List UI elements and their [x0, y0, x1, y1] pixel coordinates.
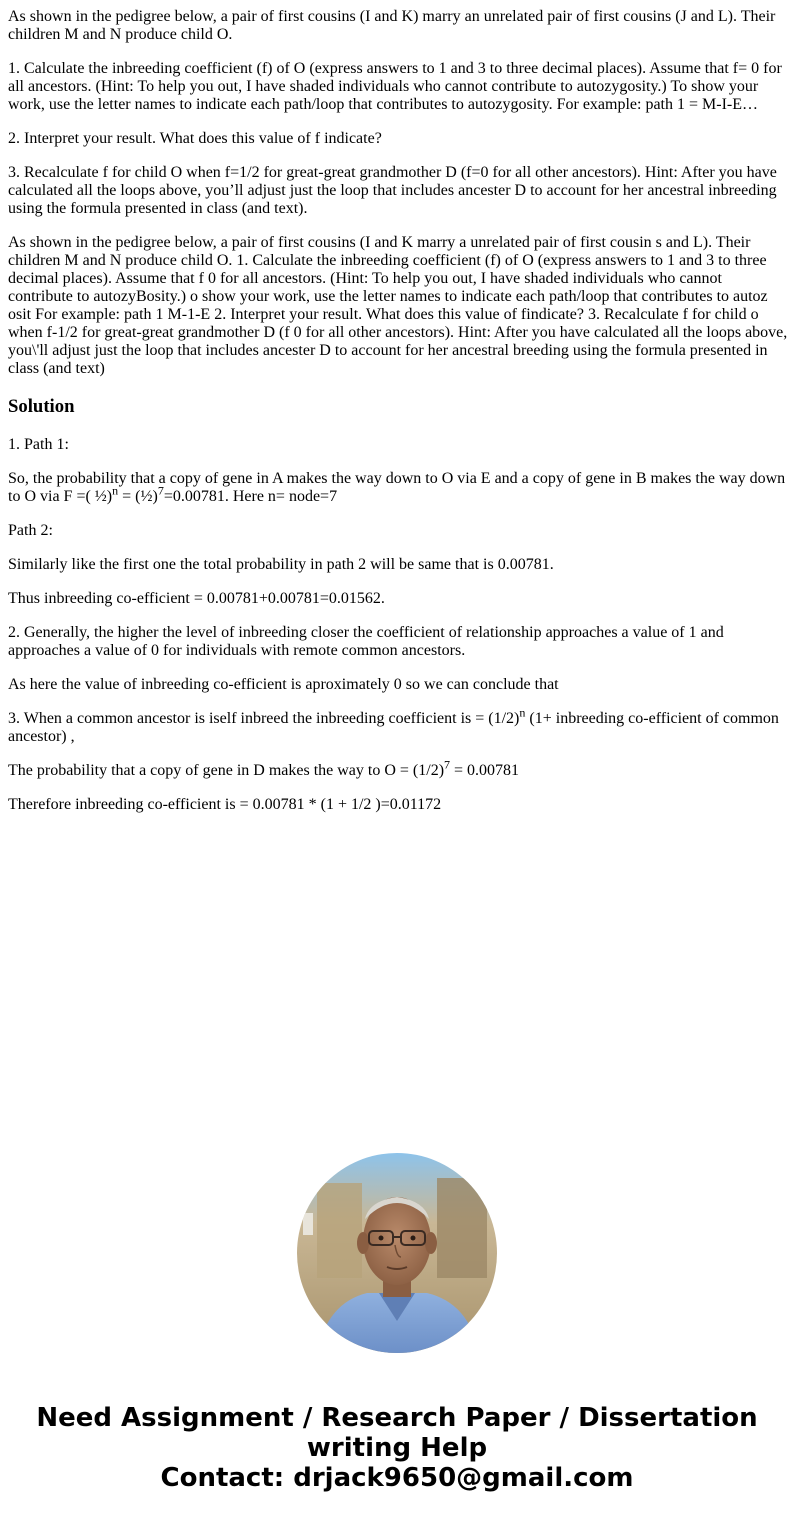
question-3: 3. Recalculate f for child O when f=1/2 for great-great grandmother D (f=0 for all other ancestors). Hint: After you have calculated all the loops above, you’ll adjust just the loop that includes ancester D to account for her ancestral inbreeding using the formula presented in class (and text). — [8, 164, 777, 217]
solution-final: Therefore inbreeding co-efficient is = 0.00781 * (1 + 1/2 )=0.01172 — [8, 796, 442, 813]
q3-sup-n: n — [519, 705, 526, 720]
document-content — [8, 8, 788, 830]
solution-path1-label: 1. Path 1: — [8, 436, 69, 453]
solution-path1-text — [8, 470, 788, 506]
footer-call-to-action — [0, 1403, 794, 1493]
question-intro: As shown in the pedigree below, a pair of first cousins (I and K) marry an unrelated pair of first cousins (J and L). Their children M and N produce child O. — [8, 8, 776, 43]
avatar-portrait-image — [297, 1153, 497, 1353]
q3-text-b: (1+ inbreeding co-efficient of common ancestor) , — [8, 710, 779, 745]
question-1: 1. Calculate the inbreeding coefficient (f) of O (express answers to 1 and 3 to three decimal places). Assume that f= 0 for all ancestors. (Hint: To help you out, I have shaded individuals who cannot contribute to autozygosity.) To show your work, use the letter names to indicate each path/loop that contributes to autozygosity. For example: path 1 = M-I-E… — [8, 60, 782, 113]
prob-text-a: The probability that a copy of gene in D makes the way to O = (1/2) — [8, 762, 445, 779]
solution-total: Thus inbreeding co-efficient = 0.00781+0.00781=0.01562. — [8, 590, 385, 607]
question-ocr-paragraph: As shown in the pedigree below, a pair of first cousins (I and K marry a unrelated pair of first cousin s and L). Their children M and N produce child O. 1. Calculate the inbreeding coefficient (f) of O (express answers to 1 and 3 to three decimal places). Assume that f 0 for all ancestors. (Hint: To help you out, I have shaded individuals who cannot contribute to autozyBosity.) o show your work, use the letter names to indicate each path/loop that contributes to autoz osit For example: path 1 M-1-E 2. Interpret your result. What does this value of findicate? 3. Recalculate f for child o when f-1/2 for great-great grandmother D (f 0 for all other ancestors). Hint: After you have calculated all the loops above, you\'ll adjust just the loop that includes ancester D to account for her ancestral breeding using the formula presented in class (and text) — [8, 234, 788, 377]
path1-sup-n: n — [112, 483, 119, 498]
footer-line-1: Need Assignment / Research Paper / Dissertation — [36, 1403, 758, 1433]
path1-text-c: =0.00781. Here n= node=7 — [163, 488, 338, 505]
prob-sup-7: 7 — [444, 757, 451, 772]
path1-text-b: = (½) — [118, 488, 158, 505]
prob-text-b: = 0.00781 — [450, 762, 520, 779]
solution-q3-formula — [8, 705, 788, 746]
solution-interpretation-1: 2. Generally, the higher the level of inbreeding closer the coefficient of relationship approaches a value of 1 and approaches a value of 0 for individuals with remote common ancestors. — [8, 624, 724, 659]
solution-interpretation-2: As here the value of inbreeding co-efficient is aproximately 0 so we can conclude that — [8, 676, 559, 693]
solution-heading: Solution — [8, 396, 75, 417]
question-2: 2. Interpret your result. What does this value of f indicate? — [8, 130, 382, 147]
author-avatar — [297, 1153, 497, 1353]
solution-path2-text: Similarly like the first one the total probability in path 2 will be same that is 0.00781. — [8, 556, 554, 573]
solution-probability — [8, 757, 788, 780]
solution-path2-label: Path 2: — [8, 522, 53, 539]
footer-contact-email: Contact: drjack9650@gmail.com — [160, 1463, 634, 1493]
footer-line-2: writing Help — [306, 1433, 488, 1463]
path1-sup-7: 7 — [157, 483, 164, 498]
path1-text-a: So, the probability that a copy of gene in A makes the way down to O via E and a copy of gene in B makes the way down to O via F =( ½) — [8, 470, 786, 505]
q3-text-a: 3. When a common ancestor is iself inbreed the inbreeding coefficient is = (1/2) — [8, 710, 520, 727]
